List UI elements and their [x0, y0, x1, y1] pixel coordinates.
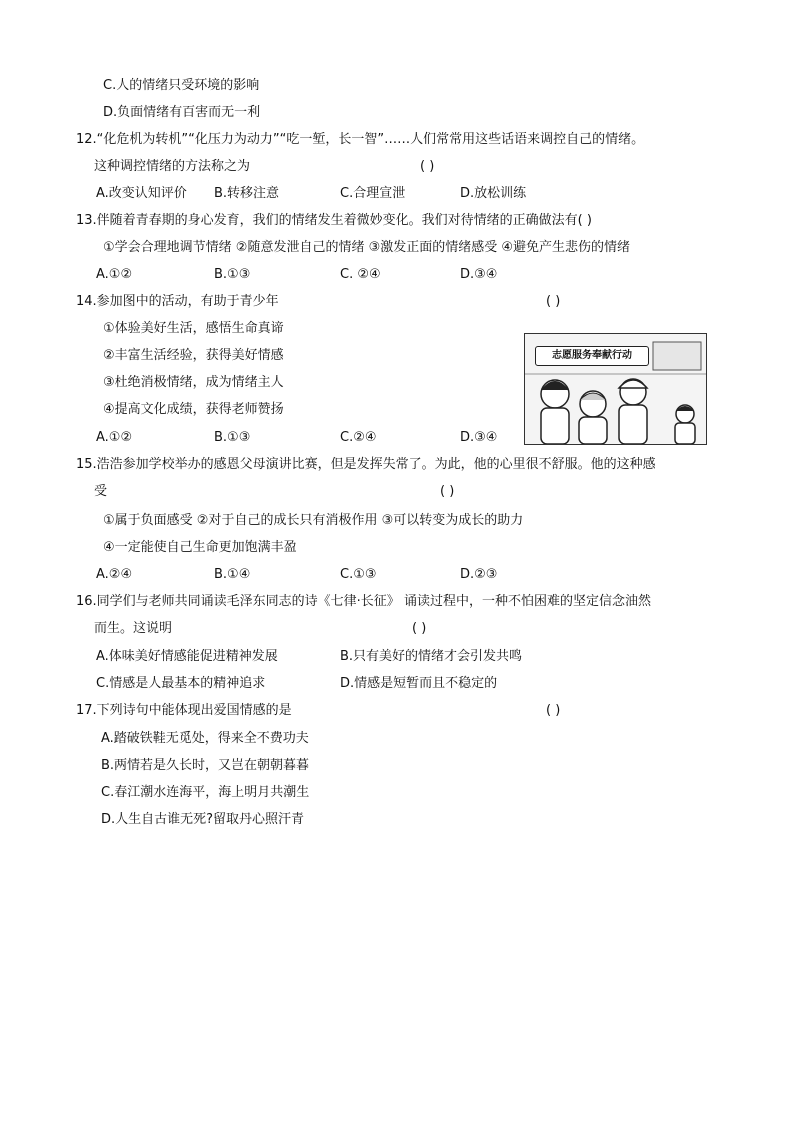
q14-stem: 14.参加图中的活动，有助于青少年: [76, 294, 279, 309]
q13-stem: 13.伴随着青春期的身心发育，我们的情绪发生着微妙变化。我们对待情绪的正确做法有( ): [76, 213, 592, 228]
q16-option-b: B.只有美好的情绪才会引发共鸣: [340, 649, 523, 664]
q14-option-b: B.①③: [214, 430, 251, 445]
q17-option-b: B.两情若是久长时，又岂在朝朝暮暮: [101, 758, 310, 773]
q16-stem-line1: 16.同学们与老师共同诵读毛泽东同志的诗《七律·长征》 诵读过程中，一种不怕困难的坚定信念油然: [76, 594, 651, 609]
q15-items-1: ①属于负面感受 ②对于自己的成长只有消极作用 ③可以转变为成长的助力: [103, 513, 524, 528]
q11-option-c: C.人的情绪只受环境的影响: [103, 78, 260, 93]
q12-option-d: D.放松训练: [460, 186, 527, 201]
q13-option-a: A.①②: [96, 267, 133, 282]
q15-stem-line1: 15.浩浩参加学校举办的感恩父母演讲比赛，但是发挥失常了。为此，他的心里很不舒服。他的这种感: [76, 457, 656, 472]
q14-item-4: ④提高文化成绩，获得老师赞扬: [103, 402, 284, 417]
q12-option-c: C.合理宣泄: [340, 186, 406, 201]
q14-item-1: ①体验美好生活，感悟生命真谛: [103, 321, 284, 336]
q13-option-d: D.③④: [460, 267, 498, 282]
q15-answer-paren: ( ): [440, 484, 455, 499]
q15-stem-line2: 受: [94, 484, 108, 499]
q15-option-d: D.②③: [460, 567, 498, 582]
q12-stem-line2: 这种调控情绪的方法称之为: [94, 159, 251, 174]
q14-option-a: A.①②: [96, 430, 133, 445]
q14-item-3: ③杜绝消极情绪，成为情绪主人: [103, 375, 284, 390]
q15-option-a: A.②④: [96, 567, 133, 582]
volunteer-banner: 志愿服务奉献行动: [535, 346, 649, 366]
q16-option-a: A.体味美好情感能促进精神发展: [96, 649, 278, 664]
q15-items-2: ④一定能使自己生命更加饱满丰盈: [103, 540, 297, 555]
q17-option-c: C.春江潮水连海平，海上明月共潮生: [101, 785, 310, 800]
q14-option-c: C.②④: [340, 430, 377, 445]
q13-items: ①学会合理地调节情绪 ②随意发泄自己的情绪 ③激发正面的情绪感受 ④避免产生悲伤的情绪: [103, 240, 631, 255]
q16-option-d: D.情感是短暂而且不稳定的: [340, 676, 498, 691]
q14-item-2: ②丰富生活经验，获得美好情感: [103, 348, 284, 363]
volunteer-people-icon: [525, 334, 706, 444]
q15-option-b: B.①④: [214, 567, 251, 582]
q12-stem-line1: 12.“化危机为转机”“化压力为动力”“吃一堑，长一智”……人们常常用这些话语来调控自己的情绪。: [76, 132, 645, 147]
q15-option-c: C.①③: [340, 567, 377, 582]
q17-option-d: D.人生自古谁无死?留取丹心照汗青: [101, 812, 305, 827]
q11-option-d: D.负面情绪有百害而无一利: [103, 105, 261, 120]
q12-option-b: B.转移注意: [214, 186, 280, 201]
q13-option-c: C. ②④: [340, 267, 381, 282]
q13-option-b: B.①③: [214, 267, 251, 282]
q16-option-c: C.情感是人最基本的精神追求: [96, 676, 266, 691]
q14-option-d: D.③④: [460, 430, 498, 445]
q12-answer-paren: ( ): [420, 159, 435, 174]
q17-answer-paren: ( ): [546, 703, 561, 718]
q14-volunteer-illustration: [524, 333, 707, 445]
q16-stem-line2: 而生。这说明: [94, 621, 173, 636]
q14-answer-paren: ( ): [546, 294, 561, 309]
q16-answer-paren: ( ): [412, 621, 427, 636]
q12-option-a: A.改变认知评价: [96, 186, 187, 201]
q17-option-a: A.踏破铁鞋无觅处，得来全不费功夫: [101, 731, 309, 746]
q17-stem: 17.下列诗句中能体现出爱国情感的是: [76, 703, 292, 718]
